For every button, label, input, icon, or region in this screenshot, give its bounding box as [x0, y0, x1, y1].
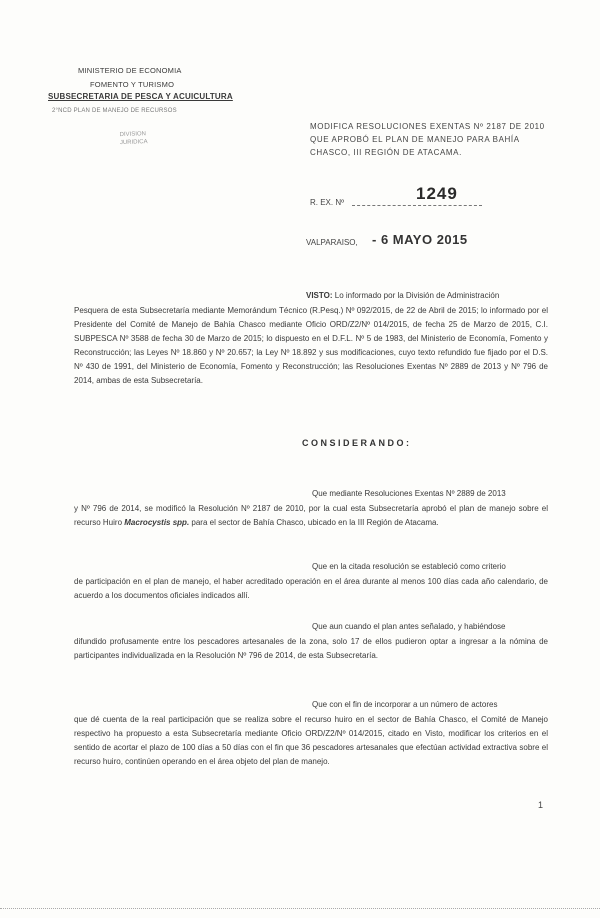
considerando-1-first: Que mediante Resoluciones Exentas Nº 2889 de 2013 [312, 489, 506, 498]
place: VALPARAISO, [306, 238, 358, 247]
legal-division-stamp [119, 129, 182, 161]
considerando-4-body: que dé cuenta de la real participación que se realiza sobre el recurso huiro en el sector de Bahía Chasco, el Comité de Manejo respectivo ha propuesto a esta Subsecretaría mediante Oficio ORD/Z2/Nº 014/2015, citado en Visto, modificar los criterios en el sentido de acortar el plazo de 100 días a 50 días con el fin que 36 pescadores artesanales que efectúan actividad extractiva sobre el recurso huiro, continúen operando en el área objeto del plan de manejo. [74, 715, 548, 766]
species-name: Macrocystis spp. [124, 518, 190, 527]
page-number: 1 [538, 800, 544, 810]
considerando-3-body: difundido profusamente entre los pescadores artesanales de la zona, solo 17 de ellos pudieron optar a ingresar a la nómina de participantes individualizada en la Resolución Nº 796 de 2014, de esta Subsecretaría. [74, 637, 548, 660]
visto-first-text: Lo informado por la División de Administración [334, 291, 500, 300]
resolution-number: 1249 [416, 184, 458, 203]
considerando-2-first: Que en la citada resolución se estableció como criterio [312, 562, 506, 571]
considerando-2-body: de participación en el plan de manejo, el haber acreditado operación en el área durante al menos 100 días cada año calendario, de acuerdo a los documentos oficiales indicados allí. [74, 577, 548, 600]
visto-body: Pesquera de esta Subsecretaría mediante Memorándum Técnico (R.Pesq.) Nº 092/2015, de 22 de Abril de 2015; lo informado por el Presidente del Comité de Manejo de Bahía Chasco mediante Oficio ORD/Z2/Nº 014/2015, de fecha 25 de Marzo de 2015, C.I. SUBPESCA Nº 3588 de fecha 30 de Marzo de 2015; lo dispuesto en el D.F.L. Nº 5 de 1983, del Ministerio de Economía, Fomento y Reconstrucción; las Leyes Nº 18.860 y Nº 20.657; la Ley Nº 18.892 y sus modificaciones, cuyo texto refundido fue fijado por el D.S. Nº 430 de 1991, del Ministerio de Economía, Fomento y Reconstrucción; las Resoluciones Exentas Nº 2889 de 2013 y Nº 796 de 2014, ambas de esta Subsecretaría. [74, 306, 548, 385]
stamp-line-1: DIVISION [119, 131, 147, 139]
stamp-line-2: JURIDICA [119, 139, 148, 147]
considerando-heading: CONSIDERANDO: [302, 438, 412, 448]
visto-label: VISTO: [306, 291, 333, 300]
department-header: 2°NCD PLAN DE MANEJO DE RECURSOS [52, 108, 177, 114]
resolution-subject: MODIFICA RESOLUCIONES EXENTAS Nº 2187 DE 2010 QUE APROBÓ EL PLAN DE MANEJO PARA BAHÍA CHASCO, III REGIÓN DE ATACAMA. [310, 122, 545, 157]
fomento-header: FOMENTO Y TURISMO [90, 80, 175, 89]
considerando-1-body [74, 502, 548, 530]
subsecretaria-header: SUBSECRETARIA DE PESCA Y ACUICULTURA [48, 92, 233, 101]
considerando-1-text-b: para el sector de Bahía Chasco, ubicado en la III Región de Atacama. [189, 518, 439, 527]
visto-first-line [306, 289, 548, 303]
ministry-header: MINISTERIO DE ECONOMIA [78, 66, 182, 75]
footer-rule [0, 908, 600, 909]
considerando-4-first: Que con el fin de incorporar a un número de actores [312, 700, 498, 709]
resolution-number-line [352, 205, 482, 206]
date-stamp: - 6 MAYO 2015 [372, 232, 468, 247]
considerando-1-text-a: y Nº 796 de 2014, se modificó la Resolución Nº 2187 de 2010, por la cual esta Subsecretaría aprobó el plan de manejo sobre el recurso Huiro [74, 504, 548, 527]
resolution-label: R. EX. Nº [310, 198, 345, 207]
considerando-3-first: Que aun cuando el plan antes señalado, y habiéndose [312, 622, 506, 631]
